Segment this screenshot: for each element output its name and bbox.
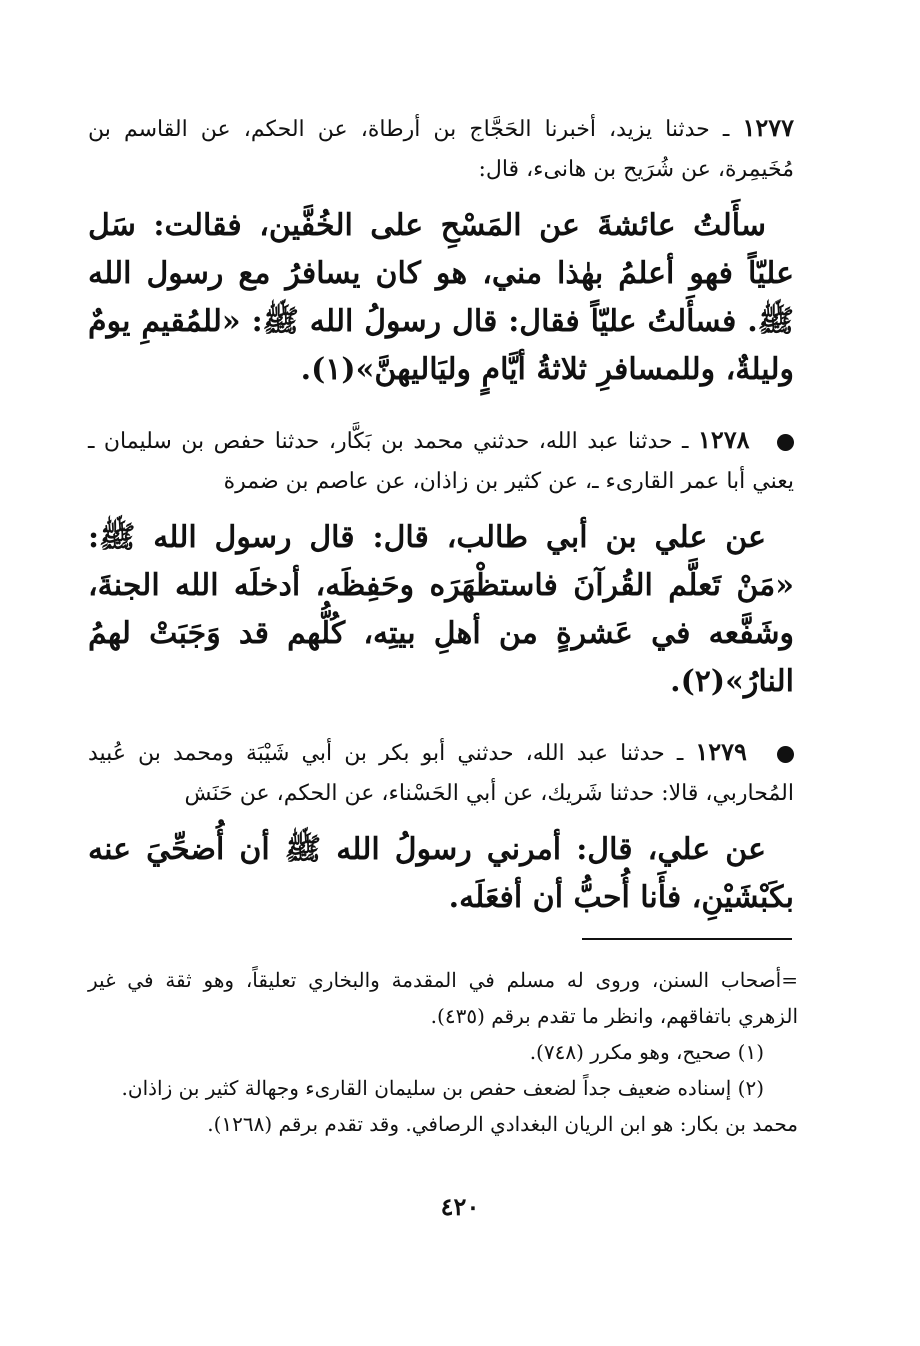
bullet-icon [777, 434, 794, 451]
isnad-text: ـ حدثنا عبد الله، حدثني أبو بكر بن أبي شَيْبَة ومحمد بن عُبيد المُحاربي، قالا: حدثنا شَريك، عن أبي الحَسْناء، عن الحكم، عن حَنَش [88, 741, 794, 806]
footnote-2-continuation: محمد بن بكار: هو ابن الريان البغدادي الرصافي. وقد تقدم برقم (١٢٦٨). [207, 1112, 798, 1136]
hadith-1279 [88, 732, 794, 922]
hadith-isnad [88, 732, 794, 814]
hadith-1277 [88, 108, 794, 394]
footnote-separator [582, 938, 792, 940]
hadith-number: ١٢٧٩ [695, 737, 747, 766]
page-number: ٤٢٠ [440, 1192, 480, 1221]
hadith-1278 [88, 420, 794, 706]
hadith-matn: عن علي، قال: أمرني رسولُ الله ﷺ أن أُضحِّيَ عنه بكَبْشَيْنِ، فأَنا أُحبُّ أن أفعَلَه. [88, 832, 794, 915]
footnote-2: (٢) إسناده ضعيف جداً لضعف حفص بن سليمان القارىء وجهالة كثير بن زاذان. [121, 1076, 764, 1100]
hadith-matn: سأَلتُ عائشةَ عن المَسْحِ على الخُفَّين، فقالت: سَل عليّاً فهو أعلمُ بهٰذا مني، هو كان يسافرُ مع رسول الله ﷺ. فسأَلتُ عليّاً فقال: قال رسولُ الله ﷺ: «للمُقيمِ يومٌ وليلةٌ، وللمسافرِ ثلاثةُ أيَّامٍ وليَاليهنَّ»(١). [88, 208, 794, 387]
isnad-text: ـ حدثنا يزيد، أخبرنا الحَجَّاج بن أرطاة، عن الحكم، عن القاسم بن مُخَيمِرة، عن شُرَيح بن هانىء، قال: [88, 117, 794, 182]
footnote-continuation: =أصحاب السنن، وروى له مسلم في المقدمة والبخاري تعليقاً، وهو ثقة في غير الزهري باتفاقهم، وانظر ما تقدم برقم (٤٣٥). [88, 968, 798, 1028]
hadith-number: ١٢٧٧ [742, 113, 794, 142]
hadith-isnad [88, 108, 794, 190]
hadith-matn: عن علي بن أبي طالب، قال: قال رسول الله ﷺ: «مَنْ تَعلَّم القُرآنَ فاستظْهَرَه وحَفِظَه، أدخلَه الله الجنةَ، وشَفَّعه في عَشرةٍ من أهلِ بيتِه، كُلُّهم قد وَجَبَتْ لهمُ النارُ»(٢). [88, 520, 794, 699]
isnad-text: ـ حدثنا عبد الله، حدثني محمد بن بَكَّار، حدثنا حفص بن سليمان ـ يعني أبا عمر القارىء ـ، عن كثير بن زاذان، عن عاصم بن ضمرة [88, 429, 794, 494]
footnotes [88, 962, 798, 1142]
bullet-icon [777, 746, 794, 763]
page-body [88, 108, 794, 948]
hadith-number: ١٢٧٨ [697, 425, 750, 454]
footnote-1: (١) صحيح، وهو مكرر (٧٤٨). [529, 1040, 764, 1064]
hadith-isnad [88, 420, 794, 502]
